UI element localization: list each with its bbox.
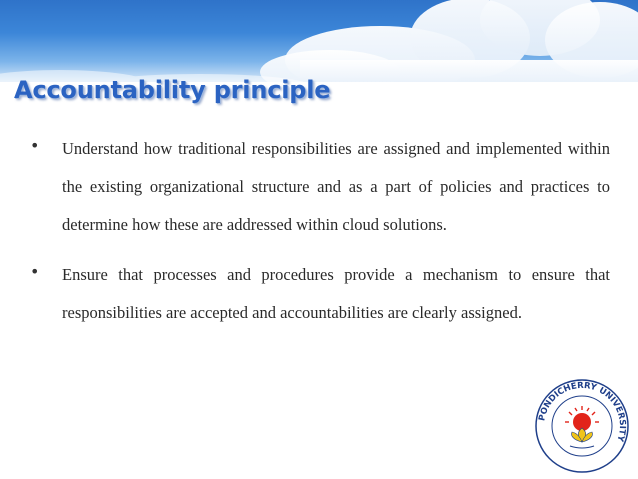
logo-ring-text: PONDICHERRY UNIVERSITY <box>537 380 628 443</box>
bullet-item <box>30 130 610 244</box>
header-sky-band <box>0 0 638 82</box>
university-logo <box>532 376 632 476</box>
bullet-icon: • <box>30 262 40 281</box>
bullet-list <box>30 130 610 344</box>
cloud-decoration <box>0 0 638 82</box>
bullet-text: Understand how traditional responsibilities are assigned and implemented within the existing organizational structure and as a part of policies and practices to determine how these are addressed within cloud solutions. <box>62 139 610 234</box>
bullet-item <box>30 256 610 332</box>
slide-title: Accountability principle <box>14 76 331 104</box>
bullet-text: Ensure that processes and procedures provide a mechanism to ensure that responsibilities are accepted and accountabilities are clearly assigned. <box>62 265 610 322</box>
bullet-icon: • <box>30 136 40 155</box>
